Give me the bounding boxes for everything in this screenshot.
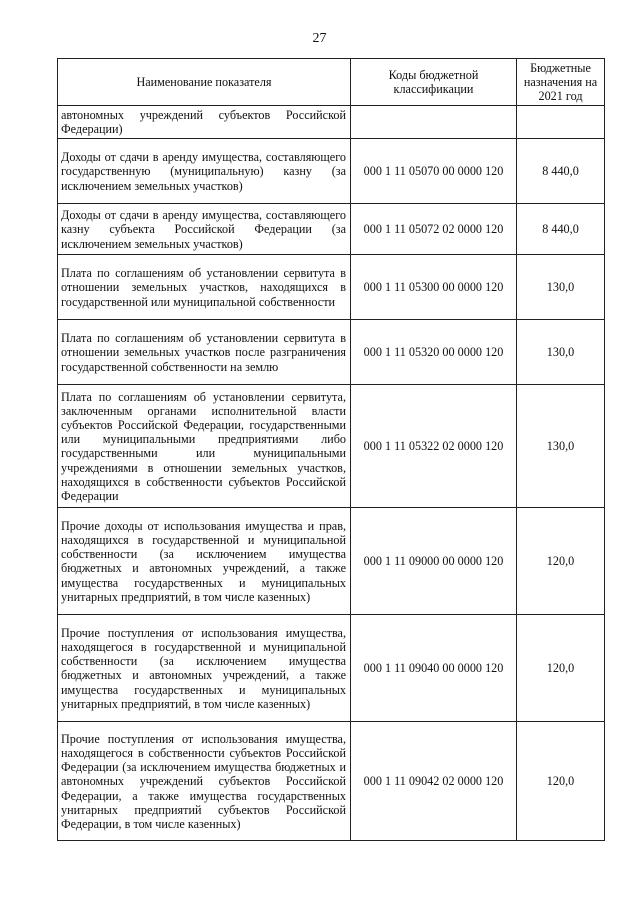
row-amount: 8 440,0 bbox=[517, 204, 605, 255]
table-row bbox=[58, 139, 605, 204]
row-amount: 120,0 bbox=[517, 615, 605, 722]
table-row bbox=[58, 320, 605, 385]
row-name: Прочие доходы от использования имущества и прав, находящихся в государственной и муниципальной собственности (за исключением имущества бюджетных и автономных учреждений, а также имущества государственных и муниципальных унитарных предприятий, в том числе казенных) bbox=[58, 508, 351, 615]
row-amount: 120,0 bbox=[517, 722, 605, 841]
header-assignments: Бюджетные назначения на 2021 год bbox=[517, 59, 605, 106]
row-code: 000 1 11 05300 00 0000 120 bbox=[351, 255, 517, 320]
row-code: 000 1 11 05072 02 0000 120 bbox=[351, 204, 517, 255]
row-name: Плата по соглашениям об установлении сервитута в отношении земельных участков, находящихся в государственной или муниципальной собственности bbox=[58, 255, 351, 320]
table-row bbox=[58, 385, 605, 508]
row-code: 000 1 11 09000 00 0000 120 bbox=[351, 508, 517, 615]
row-name: Плата по соглашениям об установлении сервитута в отношении земельных участков после разграничения государственной собственности на землю bbox=[58, 320, 351, 385]
row-amount: 120,0 bbox=[517, 508, 605, 615]
table-row bbox=[58, 106, 605, 139]
page-number: 27 bbox=[312, 31, 327, 46]
row-code: 000 1 11 05322 02 0000 120 bbox=[351, 385, 517, 508]
row-name: автономных учреждений субъектов Российской Федерации) bbox=[58, 106, 351, 139]
row-amount: 130,0 bbox=[517, 255, 605, 320]
table-row bbox=[58, 204, 605, 255]
header-codes: Коды бюджетной классификации bbox=[351, 59, 517, 106]
row-amount bbox=[517, 106, 605, 139]
table-row bbox=[58, 508, 605, 615]
row-name: Прочие поступления от использования имущества, находящегося в собственности субъектов Российской Федерации (за исключением имущества бюджетных и автономных учреждений субъектов Российской Федерации, а также имущества государственных унитарных предприятий субъектов Российской Федерации, в том числе казенных) bbox=[58, 722, 351, 841]
budget-table bbox=[57, 58, 605, 841]
table-row bbox=[58, 615, 605, 722]
row-code: 000 1 11 05320 00 0000 120 bbox=[351, 320, 517, 385]
table-row bbox=[58, 255, 605, 320]
row-name: Прочие поступления от использования имущества, находящегося в государственной и муниципальной собственности (за исключением имущества бюджетных и автономных учреждений, а также имущества государственных и муниципальных унитарных предприятий, в том числе казенных) bbox=[58, 615, 351, 722]
row-code bbox=[351, 106, 517, 139]
row-amount: 130,0 bbox=[517, 385, 605, 508]
row-name: Доходы от сдачи в аренду имущества, составляющего государственную (муниципальную) казну (за исключением земельных участков) bbox=[58, 139, 351, 204]
row-amount: 130,0 bbox=[517, 320, 605, 385]
row-code: 000 1 11 05070 00 0000 120 bbox=[351, 139, 517, 204]
row-name: Доходы от сдачи в аренду имущества, составляющего казну субъекта Российской Федерации (за исключением земельных участков) bbox=[58, 204, 351, 255]
table-header-row bbox=[58, 59, 605, 106]
row-code: 000 1 11 09040 00 0000 120 bbox=[351, 615, 517, 722]
row-name: Плата по соглашениям об установлении сервитута, заключенным органами исполнительной власти субъектов Российской Федерации, государственными или муниципальными предприятиями либо государственными или муниципальными учреждениями в отношении земельных участков, находящихся в собственности субъектов Российской Федерации bbox=[58, 385, 351, 508]
table-row bbox=[58, 722, 605, 841]
header-name: Наименование показателя bbox=[58, 59, 351, 106]
row-code: 000 1 11 09042 02 0000 120 bbox=[351, 722, 517, 841]
row-amount: 8 440,0 bbox=[517, 139, 605, 204]
